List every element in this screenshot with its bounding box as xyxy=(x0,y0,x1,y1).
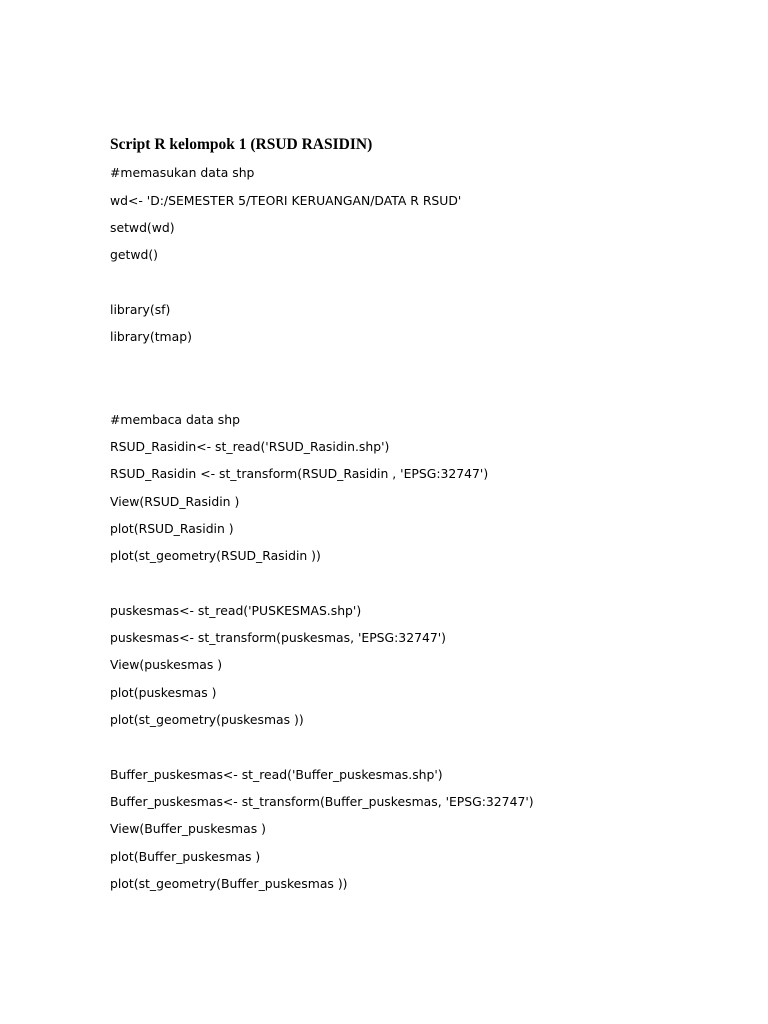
code-line-buffer-read: Buffer_puskesmas<- st_read('Buffer_puskesmas.shp') xyxy=(110,767,443,782)
code-line-setwd: setwd(wd) xyxy=(110,220,175,235)
code-line-puskesmas-view: View(puskesmas ) xyxy=(110,657,223,672)
code-line-buffer-plot: plot(Buffer_puskesmas ) xyxy=(110,849,261,864)
code-line-buffer-view: View(Buffer_puskesmas ) xyxy=(110,821,266,836)
code-line-getwd: getwd() xyxy=(110,247,159,262)
code-line-rsud-plot: plot(RSUD_Rasidin ) xyxy=(110,521,234,536)
code-comment-read-shp: #membaca data shp xyxy=(110,412,240,427)
code-line-library-tmap: library(tmap) xyxy=(110,329,192,344)
code-line-buffer-transform: Buffer_puskesmas<- st_transform(Buffer_puskesmas, 'EPSG:32747') xyxy=(110,794,534,809)
code-line-puskesmas-plot-geometry: plot(st_geometry(puskesmas )) xyxy=(110,712,304,727)
code-line-rsud-view: View(RSUD_Rasidin ) xyxy=(110,494,240,509)
code-line-rsud-plot-geometry: plot(st_geometry(RSUD_Rasidin )) xyxy=(110,548,321,563)
code-line-buffer-plot-geometry: plot(st_geometry(Buffer_puskesmas )) xyxy=(110,876,348,891)
code-comment-load-shp: #memasukan data shp xyxy=(110,165,255,180)
code-line-puskesmas-read: puskesmas<- st_read('PUSKESMAS.shp') xyxy=(110,603,362,618)
code-line-rsud-read: RSUD_Rasidin<- st_read('RSUD_Rasidin.shp') xyxy=(110,439,390,454)
code-line-puskesmas-plot: plot(puskesmas ) xyxy=(110,685,217,700)
code-line-library-sf: library(sf) xyxy=(110,302,171,317)
code-line-wd: wd<- 'D:/SEMESTER 5/TEORI KERUANGAN/DATA R RSUD' xyxy=(110,193,462,208)
code-line-rsud-transform: RSUD_Rasidin <- st_transform(RSUD_Rasidin , 'EPSG:32747') xyxy=(110,466,489,481)
document-title: Script R kelompok 1 (RSUD RASIDIN) xyxy=(110,136,373,153)
code-line-puskesmas-transform: puskesmas<- st_transform(puskesmas, 'EPSG:32747') xyxy=(110,630,446,645)
